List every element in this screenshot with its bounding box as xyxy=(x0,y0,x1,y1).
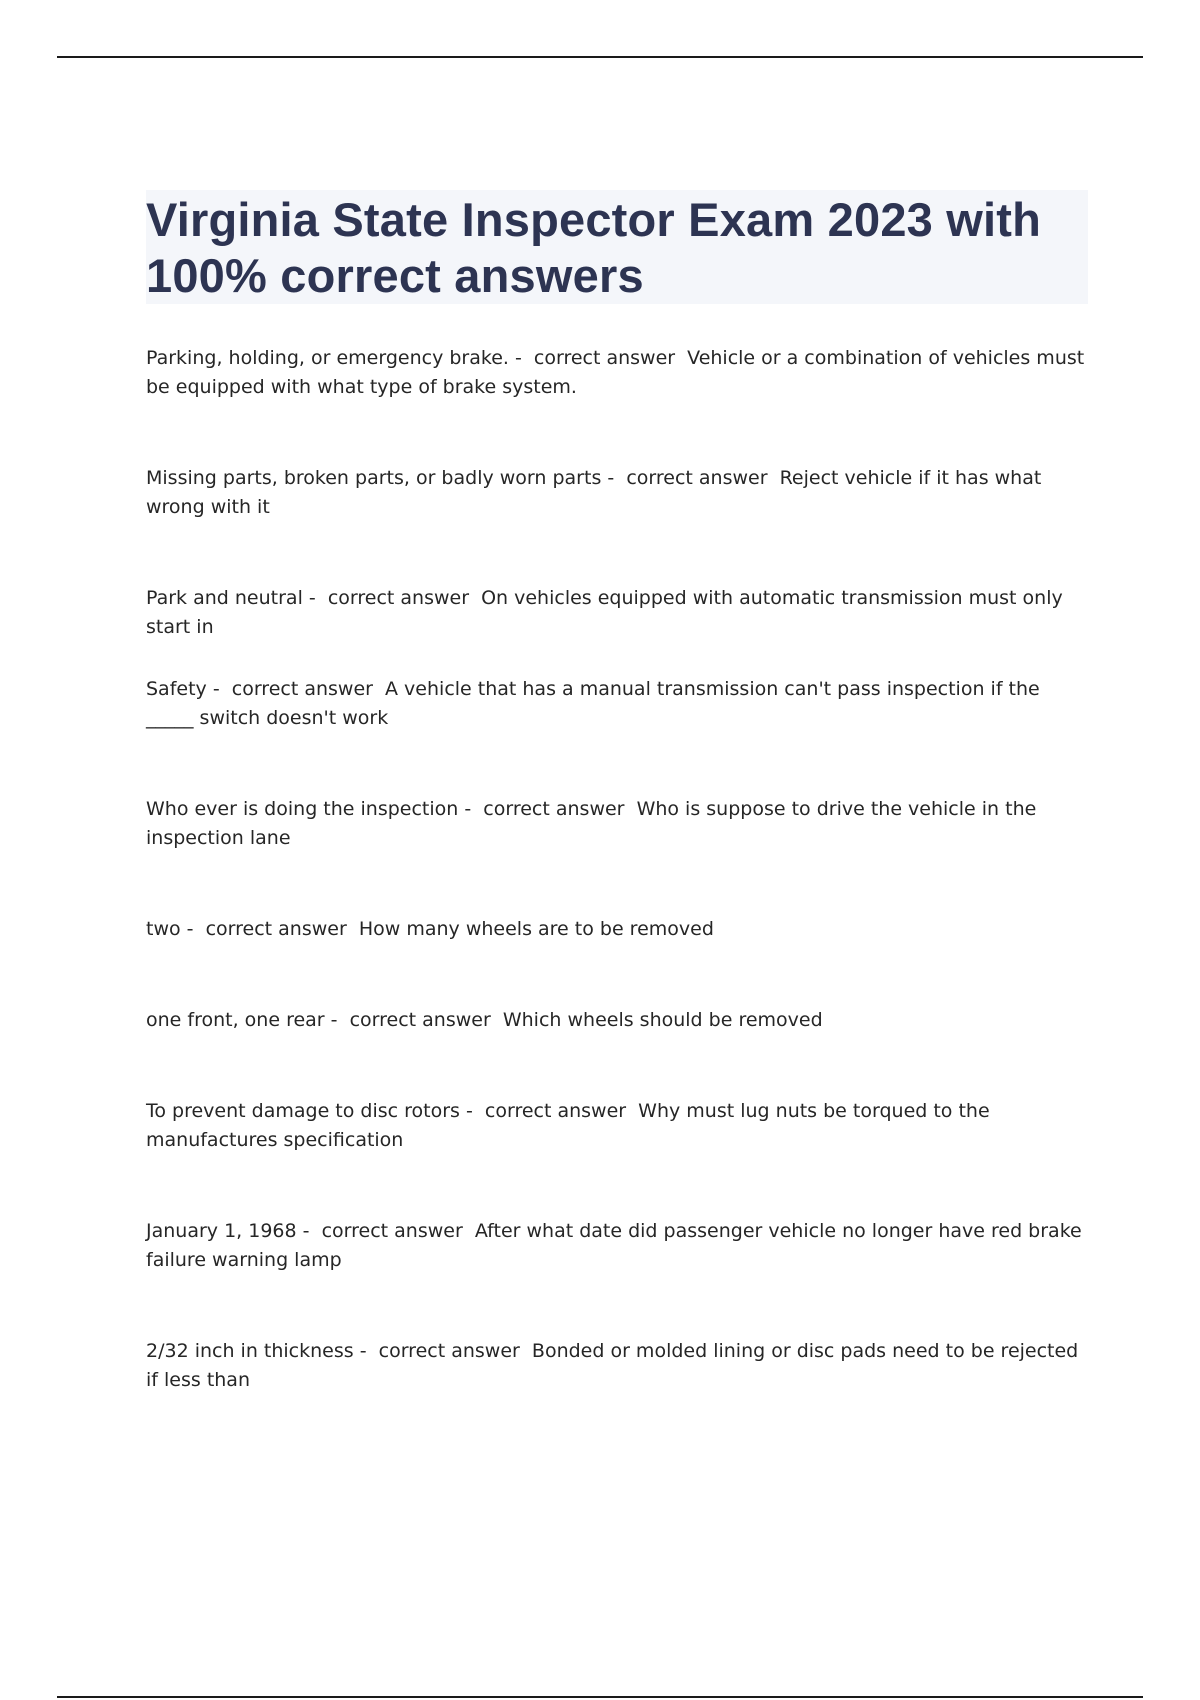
qa-item: Parking, holding, or emergency brake. - correct answer Vehicle or a combination of vehicles must be equipped with what type of brake system. xyxy=(146,347,1091,398)
qa-item: two - correct answer How many wheels are to be removed xyxy=(146,918,714,940)
qa-item: Missing parts, broken parts, or badly worn parts - correct answer Reject vehicle if it has what wrong with it xyxy=(146,467,1048,518)
qa-item: Park and neutral - correct answer On vehicles equipped with automatic transmission must only start in xyxy=(146,587,1069,638)
qa-item: one front, one rear - correct answer Which wheels should be removed xyxy=(146,1009,823,1031)
qa-list xyxy=(146,344,1092,1457)
footer-rule xyxy=(57,1696,1143,1698)
document-title: Virginia State Inspector Exam 2023 with 100% correct answers xyxy=(146,193,1042,302)
qa-item: To prevent damage to disc rotors - correct answer Why must lug nuts be torqued to the manufactures specification xyxy=(146,1100,996,1151)
header-rule xyxy=(57,56,1143,58)
qa-item: 2/32 inch in thickness - correct answer Bonded or molded lining or disc pads need to be rejected if less than xyxy=(146,1340,1085,1391)
qa-item: Who ever is doing the inspection - correct answer Who is suppose to drive the vehicle in the inspection lane xyxy=(146,798,1043,849)
title-block xyxy=(146,190,1088,304)
qa-item: Safety - correct answer A vehicle that has a manual transmission can't pass inspection if the _____ switch doesn't work xyxy=(146,678,1046,729)
qa-item: January 1, 1968 - correct answer After what date did passenger vehicle no longer have red brake failure warning lamp xyxy=(146,1220,1088,1271)
